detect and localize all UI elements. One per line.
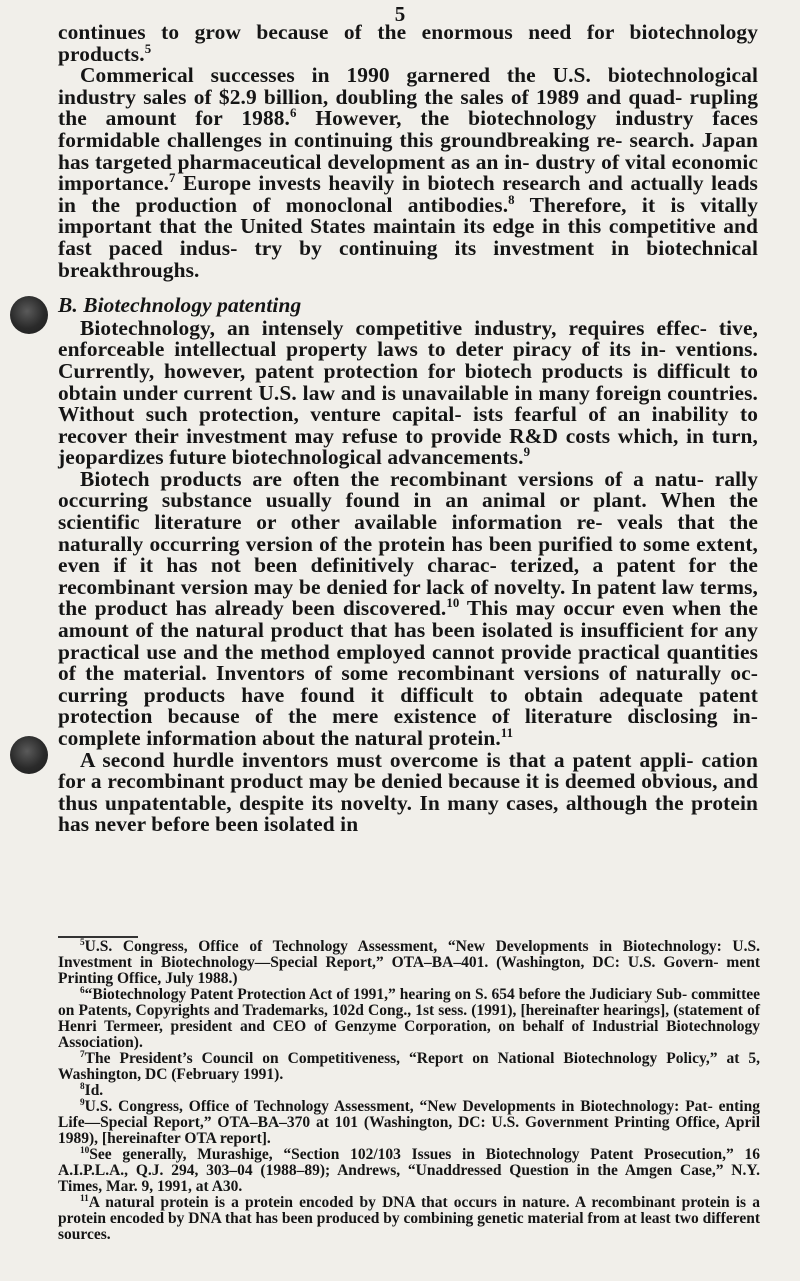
footnotes bbox=[58, 939, 760, 1243]
footnote: $^8$Id. bbox=[80, 1081, 104, 1099]
footnote: $^6$“Biotechnology Patent Protection Act of 1991,” hearing on S. 654 before the Judiciary Sub- committee on Patents, Copyrights and Trademarks, 102d Cong., 1st sess. (1991), [hereinafter hearings], (statement of Henri Termeer, president and CEO of Genzyme Corporation, on behalf of Industrial Biotechnology Association). bbox=[58, 985, 760, 1051]
footnote: $^7$The President’s Council on Competitiveness, “Report on National Biotechnology Policy,” at 5, Washington, DC (February 1991). bbox=[58, 1049, 760, 1083]
binder-hole-top bbox=[10, 296, 48, 334]
body-text bbox=[58, 22, 758, 836]
footnote: $^5$U.S. Congress, Office of Technology Assessment, “New Developments in Biotechnology: U.S. Investment in Biotechnology—Special Report,” OTA–BA–401. (Washington, DC: U.S. Govern- ment Printing Office, July 1988.) bbox=[58, 937, 760, 987]
paragraph: Commerical successes in 1990 garnered the U.S. biotechnological industry sales of $2.9 billion, doubling the sales of 1989 and quad- rupling the amount for 1988.$^6$ However, the biotechnology industry faces formidable challenges in continuing this groundbreaking re- search. Japan has targeted pharmaceutical development as an in- dustry of vital economic importance.$^7$ Europe invests heavily in biotech research and actually leads in the production of monoclonal antibodies.$^8$ Therefore, it is vitally important that the United States maintain its edge in this competitive and fast paced indus- try by continuing its investment in biotechnical breakthroughs. bbox=[58, 63, 758, 282]
footnote: $^{10}$See generally, Murashige, “Section 102/103 Issues in Biotechnology Patent Prosecution,” 16 A.I.P.L.A., Q.J. 294, 303–04 (1988–89); Andrews, “Unaddressed Question in the Amgen Case,” N.Y. Times, Mar. 9, 1991, at A30. bbox=[58, 1145, 760, 1195]
page-number: 5 bbox=[394, 2, 406, 26]
paragraph: Biotech products are often the recombinant versions of a natu- rally occurring substance usually found in an animal or plant. When the scientific literature or other available information re- veals that the naturally occurring version of the protein has been purified to some extent, even if it has not been definitively charac- terized, a patent for the recombinant version may be denied for lack of novelty. In patent law terms, the product has already been discovered.$^{10}$ This may occur even when the amount of the natural product that has been isolated is insufficient for any practical use and the method employed cannot provide practical quantities of the material. Inventors of some recombinant versions of naturally oc- curring products have found it difficult to obtain adequate patent protection because of the mere existence of literature disclosing in- complete information about the natural protein.$^{11}$ bbox=[58, 466, 758, 750]
paragraph: A second hurdle inventors must overcome is that a patent appli- cation for a recombinant product may be denied because it is deemed obvious, and thus unpatentable, despite its novelty. In many cases, although the protein has never before been isolated in bbox=[58, 747, 758, 837]
section-heading: B. Biotechnology patenting bbox=[58, 293, 302, 318]
paragraph: Biotechnology, an intensely competitive industry, requires effec- tive, enforceable intellectual property laws to deter piracy of its in- ventions. Currently, however, patent protection for biotech products is difficult to obtain under current U.S. law and is unavailable in many foreign countries. Without such protection, venture capital- ists fearful of an inability to recover their investment may refuse to provide R&D costs which, in turn, jeopardizes future biotechnological advancements.$^9$ bbox=[58, 315, 758, 470]
footnote: $^{11}$A natural protein is a protein encoded by DNA that occurs in nature. A recombinant protein is a protein encoded by DNA that has been produced by combining genetic material from at least two different sources. bbox=[58, 1193, 760, 1243]
binder-hole-bottom bbox=[10, 736, 48, 774]
footnote: $^9$U.S. Congress, Office of Technology Assessment, “New Developments in Biotechnology: Pat- enting Life—Special Report,” OTA–BA–370 at 101 (Washington, DC: U.S. Government Printing Office, April 1989), [hereinafter OTA report]. bbox=[58, 1097, 760, 1147]
paragraph: continues to grow because of the enormous need for biotechnology products.$^5$ bbox=[58, 20, 758, 66]
